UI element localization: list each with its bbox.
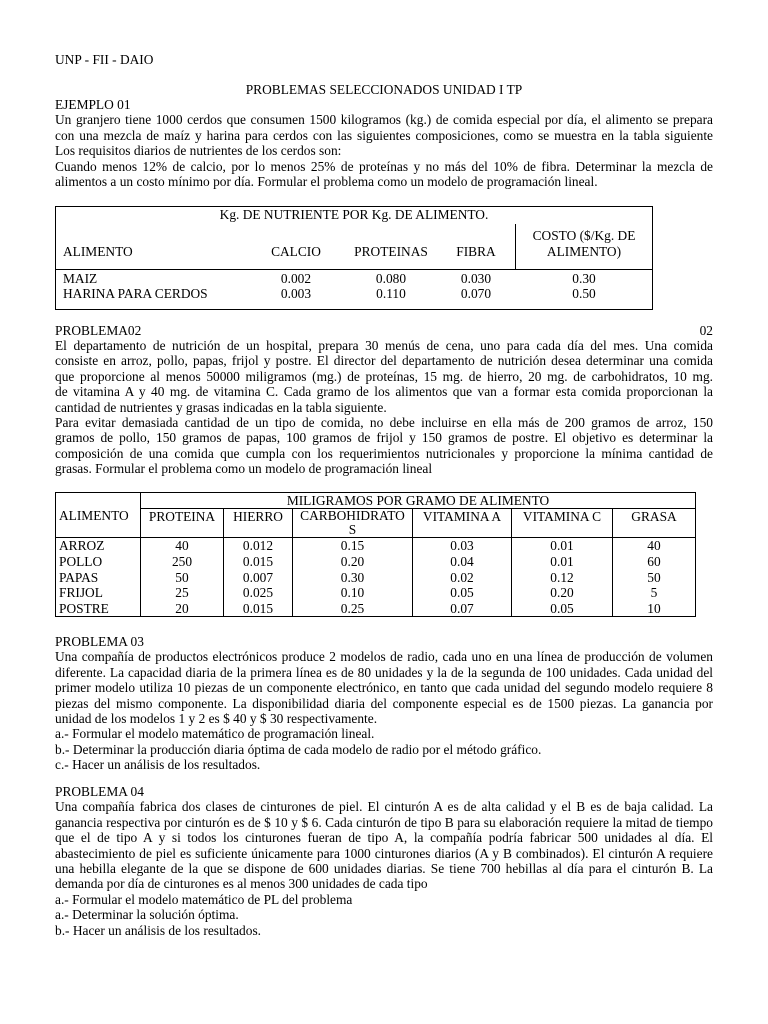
cell-calcio: 0.002 xyxy=(280,271,312,286)
header-text: S xyxy=(348,522,357,538)
cell-vitamina-a: 0.02 xyxy=(450,569,474,585)
cell-alimento: POSTRE xyxy=(59,600,109,616)
cell-alimento: ARROZ xyxy=(59,538,105,554)
paragraph-line: ganancia respectiva por cinturón es de $ 10 y $ 6. Cada cinturón de tipo B para su elaboración requiere la mitad de tiempo xyxy=(55,814,713,830)
cell-carbohidratos: 0.20 xyxy=(340,554,365,569)
cell-calcio: 0.003 xyxy=(280,286,312,301)
header-text: CARBOHIDRATO xyxy=(300,508,405,524)
section-heading: PROBLEMA02 xyxy=(55,323,142,338)
feed-composition-table xyxy=(55,206,653,310)
cell-costo: 0.30 xyxy=(572,271,596,286)
cell-vitamina-c: 0.01 xyxy=(550,538,574,554)
column-header-grasa: GRASA xyxy=(613,509,696,538)
cell-alimento-list xyxy=(56,538,141,617)
paragraph-line: que proporcione al menos 50000 miligramos (mg.) de proteínas, 15 mg. de hierro, 20 mg. de carbohidratos, 10 mg. xyxy=(55,368,713,384)
table-row xyxy=(56,538,696,617)
cell-hierro-list xyxy=(224,538,293,617)
column-header-vitamina-c: VITAMINA C xyxy=(512,509,613,538)
problem-02-heading-row xyxy=(55,323,713,338)
document-title: PROBLEMAS SELECCIONADOS UNIDAD I TP xyxy=(245,82,523,97)
list-item: a.- Formular el modelo matemático de programación lineal. xyxy=(55,726,375,742)
table-row xyxy=(56,286,652,301)
cell-alimento: MAIZ xyxy=(63,271,98,286)
cell-vitamina-c: 0.12 xyxy=(550,569,574,585)
column-header-vitamina-a: VITAMINA A xyxy=(413,509,512,538)
table-group-header: MILIGRAMOS POR GRAMO DE ALIMENTO xyxy=(141,493,696,509)
document-header: UNP - FII - DAIO xyxy=(55,52,154,67)
column-header-proteina: PROTEINA xyxy=(141,509,224,538)
paragraph-line: con una mezcla de maíz y harina para cerdos con las siguientes composiciones, como se muestra en la tabla siguiente xyxy=(55,127,713,143)
problem-04-section xyxy=(55,784,713,938)
cell-grasa-list xyxy=(613,538,696,617)
nutrient-table xyxy=(55,492,696,617)
cell-hierro: 0.015 xyxy=(242,554,274,569)
paragraph-line: una hebilla elegante de la que se dispone de 600 unidades diarias. Se tiene 700 hebillas al día para el cinturón B. La xyxy=(55,861,713,877)
paragraph-line: Una compañía de productos electrónicos produce 2 modelos de radio, cada uno en una línea de producción de volumen xyxy=(55,649,713,665)
list-item: b.- Hacer un análisis de los resultados. xyxy=(55,922,262,938)
cell-vitamina-c: 0.01 xyxy=(550,554,574,569)
problem-03-section xyxy=(55,634,713,773)
column-header-costo: COSTO ($/Kg. DE xyxy=(532,228,636,243)
cell-carbohidratos: 0.15 xyxy=(340,538,365,554)
list-item: b.- Determinar la producción diaria óptima de cada modelo de radio por el método gráfico. xyxy=(55,741,542,757)
list-item: c.- Hacer un análisis de los resultados. xyxy=(55,757,261,773)
paragraph-line: abastecimiento de piel es suficiente únicamente para 1000 cinturones diarios (A y B combinados). El cinturón A requiere xyxy=(55,845,713,861)
cell-vitamina-a: 0.03 xyxy=(450,538,474,554)
table-body xyxy=(56,269,652,301)
paragraph-line: consiste en arroz, pollo, papas, frijol y postre. El director del departamento de nutrición desea determinar una comida xyxy=(55,353,713,369)
column-header-hierro: HIERRO xyxy=(224,509,293,538)
cell-vitamina-a: 0.04 xyxy=(450,554,474,569)
cell-fibra: 0.030 xyxy=(460,271,492,286)
column-header-costo-unit: ALIMENTO) xyxy=(546,244,622,259)
list-item: a.- Formular el modelo matemático de PL del problema xyxy=(55,891,353,907)
cell-proteinas: 0.110 xyxy=(376,286,406,301)
cell-vitamina-a-list xyxy=(413,538,512,617)
paragraph-line: El departamento de nutrición de un hospital, prepara 30 menús de cena, uno para cada día del mes. Una comida xyxy=(55,338,713,353)
problem-02-section xyxy=(55,338,713,477)
column-header-alimento: ALIMENTO xyxy=(63,244,133,259)
cell-proteina: 250 xyxy=(171,554,193,569)
cell-proteina: 50 xyxy=(175,569,189,585)
cell-hierro: 0.015 xyxy=(242,600,274,616)
paragraph-line: demanda por día de cinturones es al menos 300 unidades de cada tipo xyxy=(55,876,428,892)
section-heading: PROBLEMA 03 xyxy=(55,634,144,649)
cell-carbohidratos-list xyxy=(293,538,413,617)
cell-vitamina-c-list xyxy=(512,538,613,617)
cell-proteina: 25 xyxy=(175,585,189,601)
cell-grasa: 40 xyxy=(647,538,661,554)
paragraph-line: cantidad de nutrientes y grasas indicadas en la tabla siguiente. xyxy=(55,399,387,415)
cell-grasa: 60 xyxy=(647,554,661,569)
section-heading: EJEMPLO 01 xyxy=(55,97,131,112)
cell-carbohidratos: 0.30 xyxy=(340,569,365,585)
cell-grasa: 5 xyxy=(650,585,658,601)
table-header-row xyxy=(56,509,696,538)
cell-alimento: POLLO xyxy=(59,554,103,569)
cell-fibra: 0.070 xyxy=(460,286,492,301)
example-01-section xyxy=(55,97,713,189)
column-header-calcio: CALCIO xyxy=(271,244,321,259)
paragraph-line: Para evitar demasiada cantidad de un tipo de comida, no debe incluirse en ella más de 200 gramos de arroz, 150 xyxy=(55,415,713,431)
paragraph-line: que el de tipo A y si todos los cinturones fueran de tipo A, la compañía podría fabricar 500 unidades al día. El xyxy=(55,830,713,846)
cell-proteina: 40 xyxy=(175,538,189,554)
cell-proteinas: 0.080 xyxy=(375,271,407,286)
cell-vitamina-a: 0.05 xyxy=(450,585,474,601)
cell-grasa: 10 xyxy=(647,600,661,616)
list-item: a.- Determinar la solución óptima. xyxy=(55,907,239,923)
column-header-proteinas: PROTEINAS xyxy=(354,244,428,259)
paragraph-line: Un granjero tiene 1000 cerdos que consumen 1500 kilogramos (kg.) de comida especial por día, el alimento se prepara xyxy=(55,112,713,128)
cell-vitamina-a: 0.07 xyxy=(450,600,474,616)
problem-number: 02 xyxy=(699,323,713,338)
cell-hierro: 0.012 xyxy=(242,538,274,554)
cell-proteina: 20 xyxy=(175,600,189,616)
column-header-carbohidratos xyxy=(293,509,413,538)
cell-carbohidratos: 0.25 xyxy=(340,600,365,616)
paragraph-line: gramos de pollo, 150 gramos de papas, 100 gramos de frijol y 150 gramos de postre. El objetivo es determinar la xyxy=(55,430,713,446)
cell-hierro: 0.007 xyxy=(242,569,274,585)
cell-vitamina-c: 0.05 xyxy=(550,600,574,616)
cell-proteina-list xyxy=(141,538,224,617)
cell-costo: 0.50 xyxy=(572,286,596,301)
paragraph-line: Cuando menos 12% de calcio, por lo menos 25% de proteínas y no más del 10% de fibra. Determinar la mezcla de xyxy=(55,158,713,174)
paragraph-line: unidad de los modelos 1 y 2 es $ 40 y $ 30 respectivamente. xyxy=(55,711,378,727)
paragraph-line: alimentos a un costo mínimo por día. Formular el problema como un modelo de programación lineal. xyxy=(55,174,598,190)
paragraph-line: diferente. La capacidad diaria de la primera línea es de 80 unidades y la de la segunda de 100 unidades. Cada unidad del xyxy=(55,664,713,680)
table-group-header: Kg. DE NUTRIENTE POR Kg. DE ALIMENTO. xyxy=(219,207,489,222)
paragraph-line: grasas. Formular el problema como un modelo de programación lineal xyxy=(55,461,433,477)
cell-alimento: FRIJOL xyxy=(59,585,103,601)
column-header-alimento: ALIMENTO xyxy=(56,493,141,538)
cell-hierro: 0.025 xyxy=(242,585,274,601)
cell-grasa: 50 xyxy=(647,569,661,585)
cell-alimento: HARINA PARA CERDOS xyxy=(63,286,208,301)
table-row xyxy=(56,271,652,286)
table-header-row xyxy=(56,493,696,509)
paragraph-line: Una compañía fabrica dos clases de cinturones de piel. El cinturón A es de alta calidad y el B es de baja calidad. La xyxy=(55,799,713,815)
section-heading: PROBLEMA 04 xyxy=(55,784,144,799)
paragraph-line: composición de una comida que cumpla con los requerimientos nutricionales y proporcione la mínima cantidad de xyxy=(55,445,713,461)
column-header-fibra: FIBRA xyxy=(456,244,496,259)
paragraph-line: de vitamina A y 40 mg. de vitamina C. Cada gramo de los alimentos que van a formar esta comida proporcionan la xyxy=(55,384,713,400)
cell-vitamina-c: 0.20 xyxy=(550,585,574,601)
paragraph-line: primer modelo utiliza 10 piezas de un componente electrónico, en tanto que cada unidad del segundo modelo requiere 8 xyxy=(55,680,713,696)
cell-alimento: PAPAS xyxy=(59,569,99,585)
paragraph-line: piezas del mismo componente. La disponibilidad diaria del componente especial es de 1500 piezas. La ganancia por xyxy=(55,695,713,711)
paragraph-line: Los requisitos diarios de nutrientes de los cerdos son: xyxy=(55,143,342,159)
cell-carbohidratos: 0.10 xyxy=(340,585,365,601)
